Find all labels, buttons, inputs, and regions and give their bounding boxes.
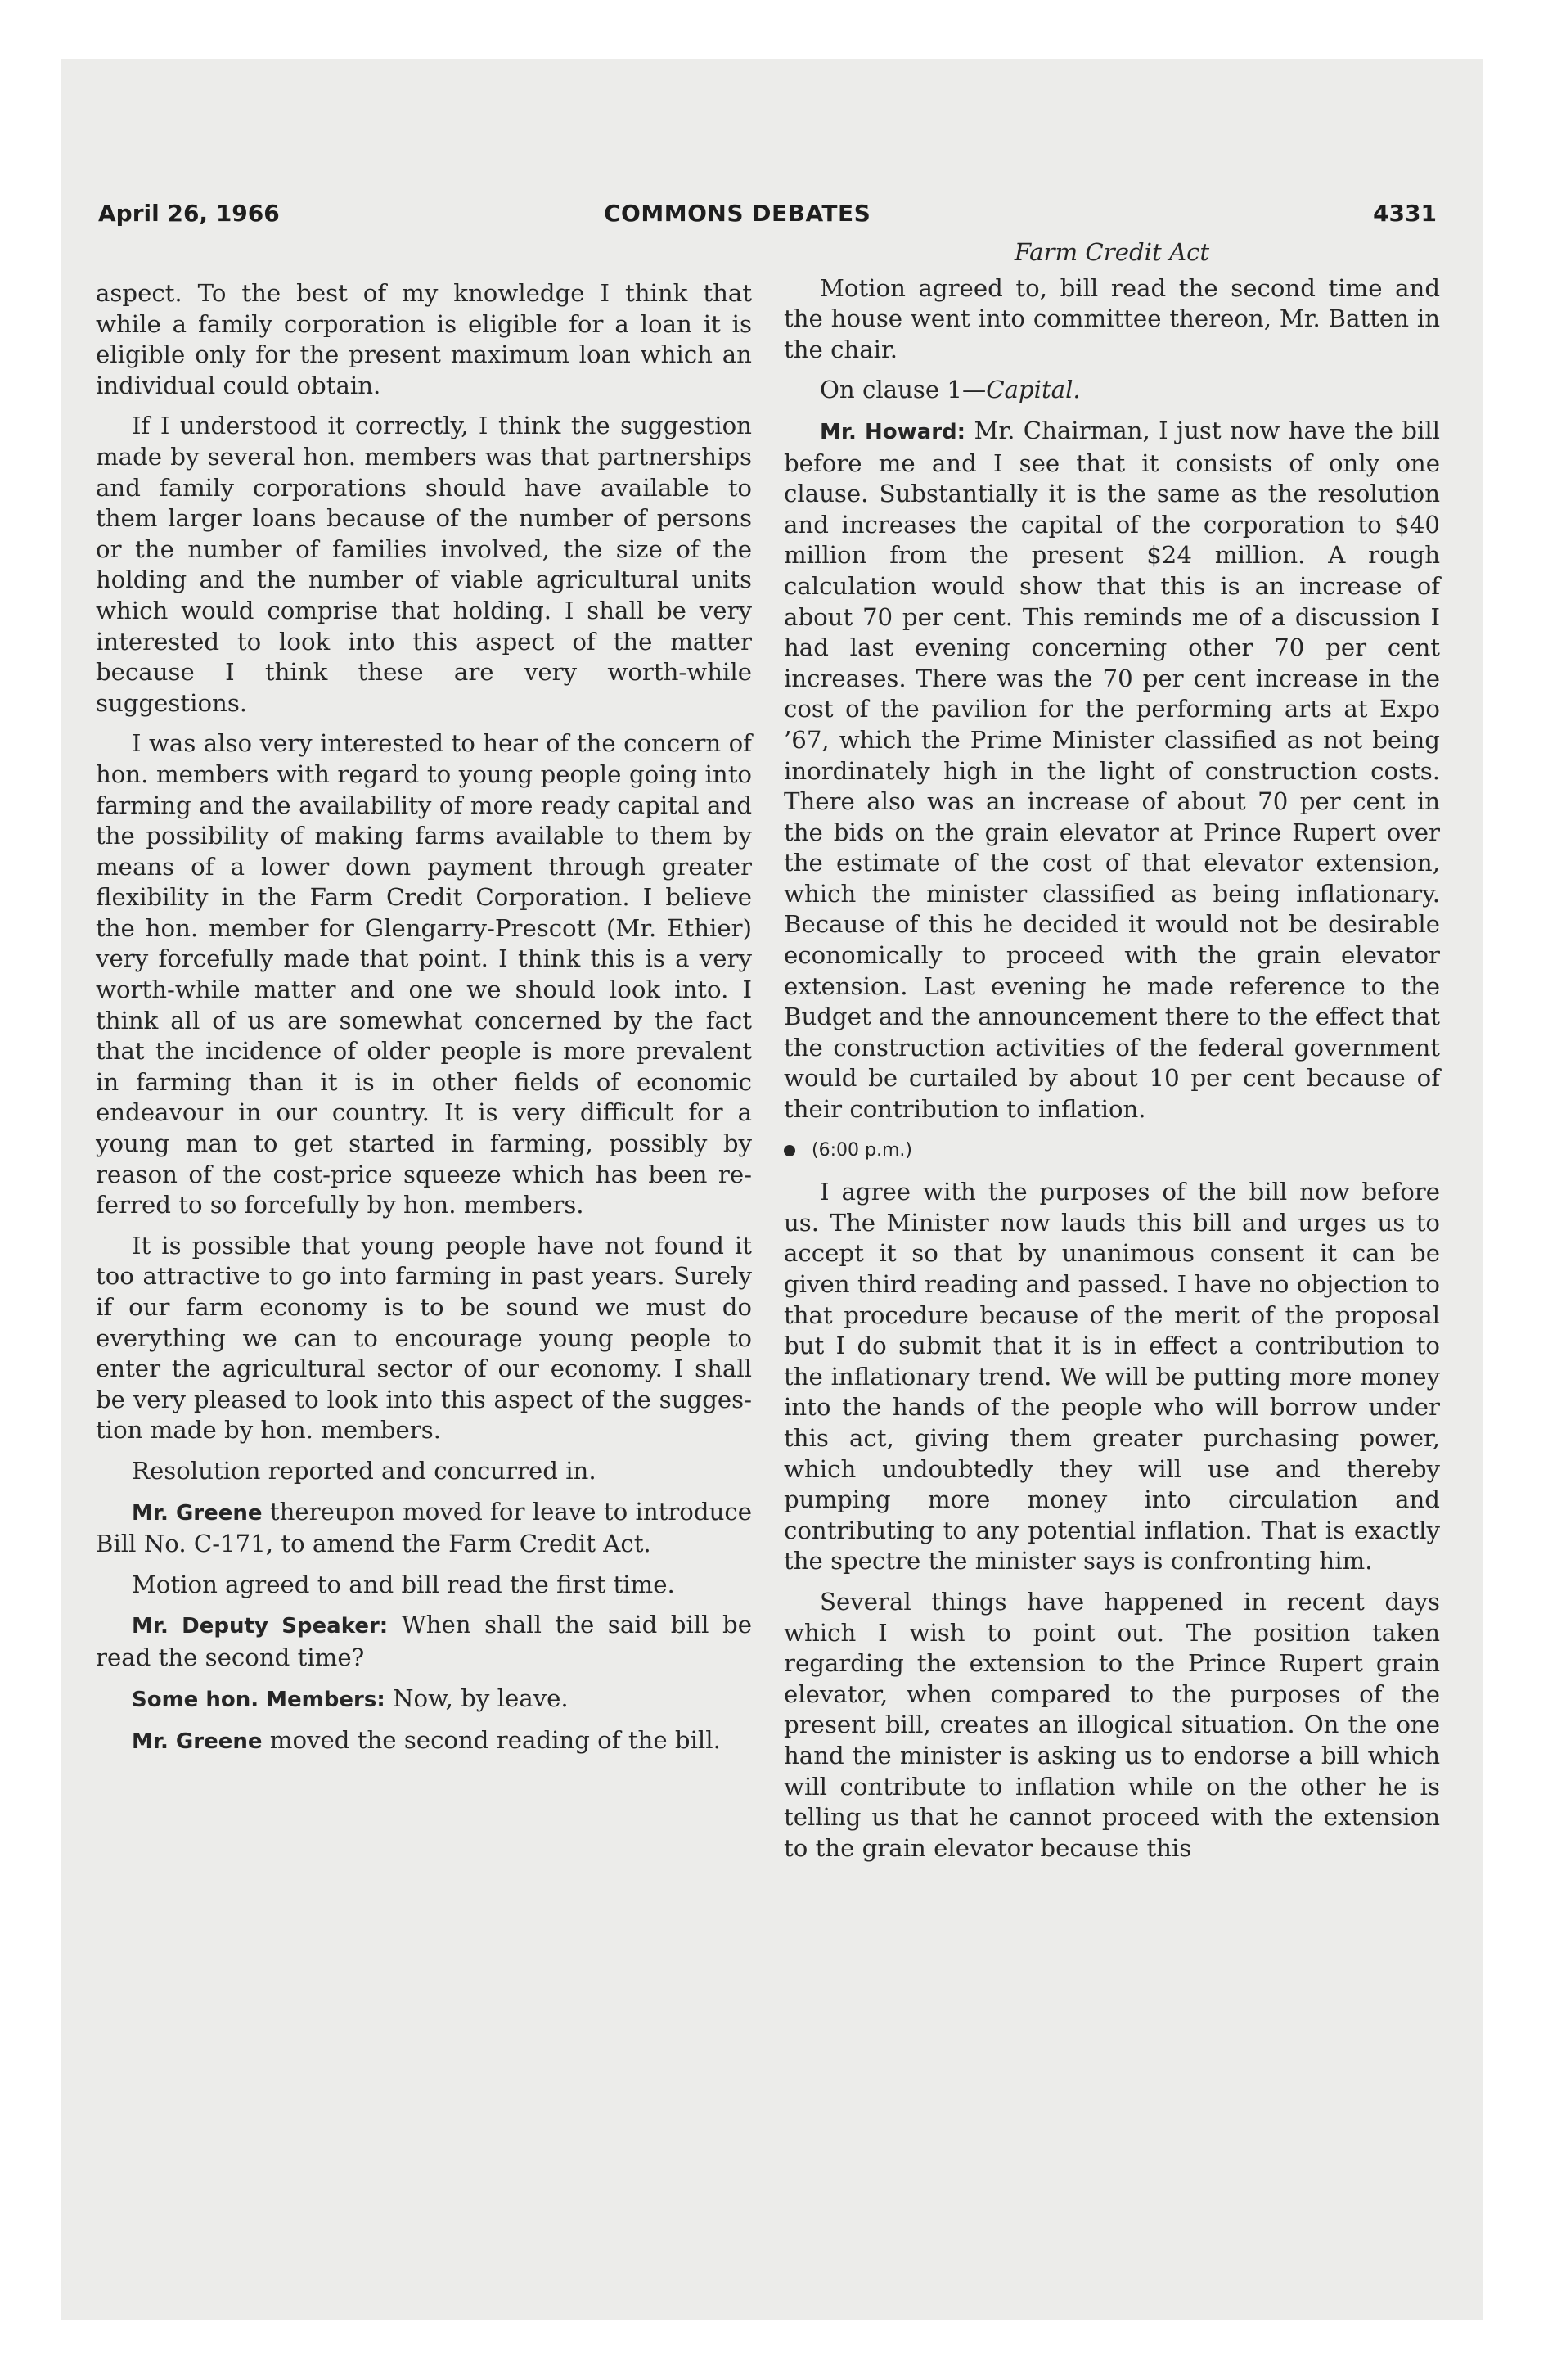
speech-text: Now, by leave.: [385, 1684, 569, 1712]
clause-heading: [784, 375, 1440, 406]
speaker-name: Mr. Greene: [132, 1729, 263, 1755]
paragraph: Resolution reported and concurred in.: [132, 1456, 596, 1485]
speech-text: Mr. Chairman, I just now have the bill before me and I see that it consists of only one clause. Substantially it is the same as the resolution and increases the capital of the corporation to $40 million from the present $24 million. A rough calculation would show that this is an increase of about 70 per cent. This reminds me of a discussion I had last evening concerning other 70 per cent increases. There was the 70 per cent increase in the cost of the pavilion for the performing arts at Expo ’67, which the Prime Minister classified as not being inordinately high in the light of construction costs. There also was an increase of about 70 per cent in the bids on the grain elevator at Prince Rupert over the estimate of the cost of that elevator extension, which the minister classified as being inflationary. Because of this he decided it would not be desirable economically to proceed with the grain elevator extension. Last evening he made reference to the Budget and the announcement there to the effect that the construction activities of the federal government would be curtailed by about 10 per cent because of their contribution to inflation.: [784, 416, 1441, 1124]
paragraph: Motion agreed to, bill read the second time and the house went into committee thereon, Mr. Batten in the chair.: [784, 273, 1440, 363]
speaker-name: Some hon. Members:: [132, 1687, 385, 1712]
clause-name: Capital.: [986, 376, 1081, 404]
speech-text: moved the second reading of the bill.: [262, 1726, 721, 1755]
paragraph: If I understood it correctly, I think the suggestion made by several hon. members was that partnerships and family corporations should have available to them larger loans because of the number of persons or the number of families involved, the size of the holding and the number of viable agricultural units which would comprise that holding. I shall be very interested to look into this aspect of the matter because I think these are very worth-while suggestions.: [96, 412, 752, 717]
paragraph: aspect. To the best of my knowledge I think that while a family corporation is eligible for a loan it is eligible only for the present maximum loan which an individual could obtain.: [96, 279, 752, 399]
paragraph: Motion agreed to and bill read the first time.: [132, 1570, 675, 1598]
paragraph: It is possible that young people have not found it too attractive to go into farming in past years. Surely if our farm economy is to be sound we must do everything we can to encourage young people to enter the agricultural sector of our economy. I shall be very pleased to look into this aspect of the suggestion made by hon. members.: [96, 1231, 752, 1445]
speech-paragraph: [96, 1684, 752, 1716]
speech-paragraph: [96, 1725, 752, 1758]
section-title: Farm Credit Act: [1014, 238, 1210, 266]
clause-prefix: On clause 1—: [820, 376, 987, 404]
running-header: [98, 200, 1437, 237]
paragraph: Several things have happened in recent days which I wish to point out. The position taken regarding the extension to the Prince Rupert grain elevator, when compared to the purposes of the present bill, creates an illogical situation. On the one hand the minister is asking us to endorse a bill which will contribute to inflation while on the other he is telling us that he cannot proceed with the extension to the grain elevator because this: [784, 1587, 1440, 1862]
header-publication: COMMONS DEBATES: [604, 200, 871, 227]
header-date: April 26, 1966: [98, 200, 280, 227]
right-column: [784, 237, 1440, 1873]
paragraph: I was also very interested to hear of the concern of hon. members with regard to young people going into farming and the availability of more ready capital and the possibility of making farms available to them by means of a lower down payment through greater flexibility in the Farm Credit Corporation. I believe the hon. member for Glengarry-Prescott (Mr. Ethier) very forcefully made that point. I think this is a very worth-while matter and one we should look into. I think all of us are somewhat concerned by the fact that the incidence of older people is more prevalent in farming than it is in other fields of economic endeavour in our country. It is very difficult for a young man to get started in farming, possibly by reason of the cost-price squeeze which has been referred to so forcefully by hon. members.: [96, 729, 752, 1219]
speaker-name: Mr. Greene: [132, 1500, 263, 1526]
speech-paragraph: [96, 1610, 752, 1673]
time-stamp: [784, 1135, 1440, 1166]
speaker-name: Mr. Howard:: [820, 419, 966, 444]
paragraph: I agree with the purposes of the bill now before us. The Minister now lauds this bill and urges us to accept it so that by unanimous consent it can be given third reading and passed. I have no objection to that procedure because of the merit of the proposal but I do submit that it is in effect a contribution to the inflationary trend. We will be putting more money into the hands of the people who will borrow under this act, giving them greater purchasing power, which undoubtedly they will use and thereby pumping more money into circulation and contributing to any potential inflation. That is exactly the spectre the minister says is confronting him.: [784, 1178, 1440, 1575]
left-column: [96, 278, 752, 1768]
bullet-icon: [784, 1145, 795, 1156]
time-stamp-text: (6:00 p.m.): [812, 1139, 912, 1161]
speech-text: thereupon moved for leave to introduce Bill No. C-171, to amend the Farm Credit Act.: [96, 1497, 752, 1558]
speaker-name: Mr. Deputy Speaker:: [132, 1614, 389, 1639]
header-page-number: 4331: [1373, 200, 1437, 227]
speech-text: When shall the said bill be read the second time?: [96, 1611, 752, 1671]
speech-paragraph: [784, 416, 1440, 1125]
speech-paragraph: [96, 1497, 752, 1560]
